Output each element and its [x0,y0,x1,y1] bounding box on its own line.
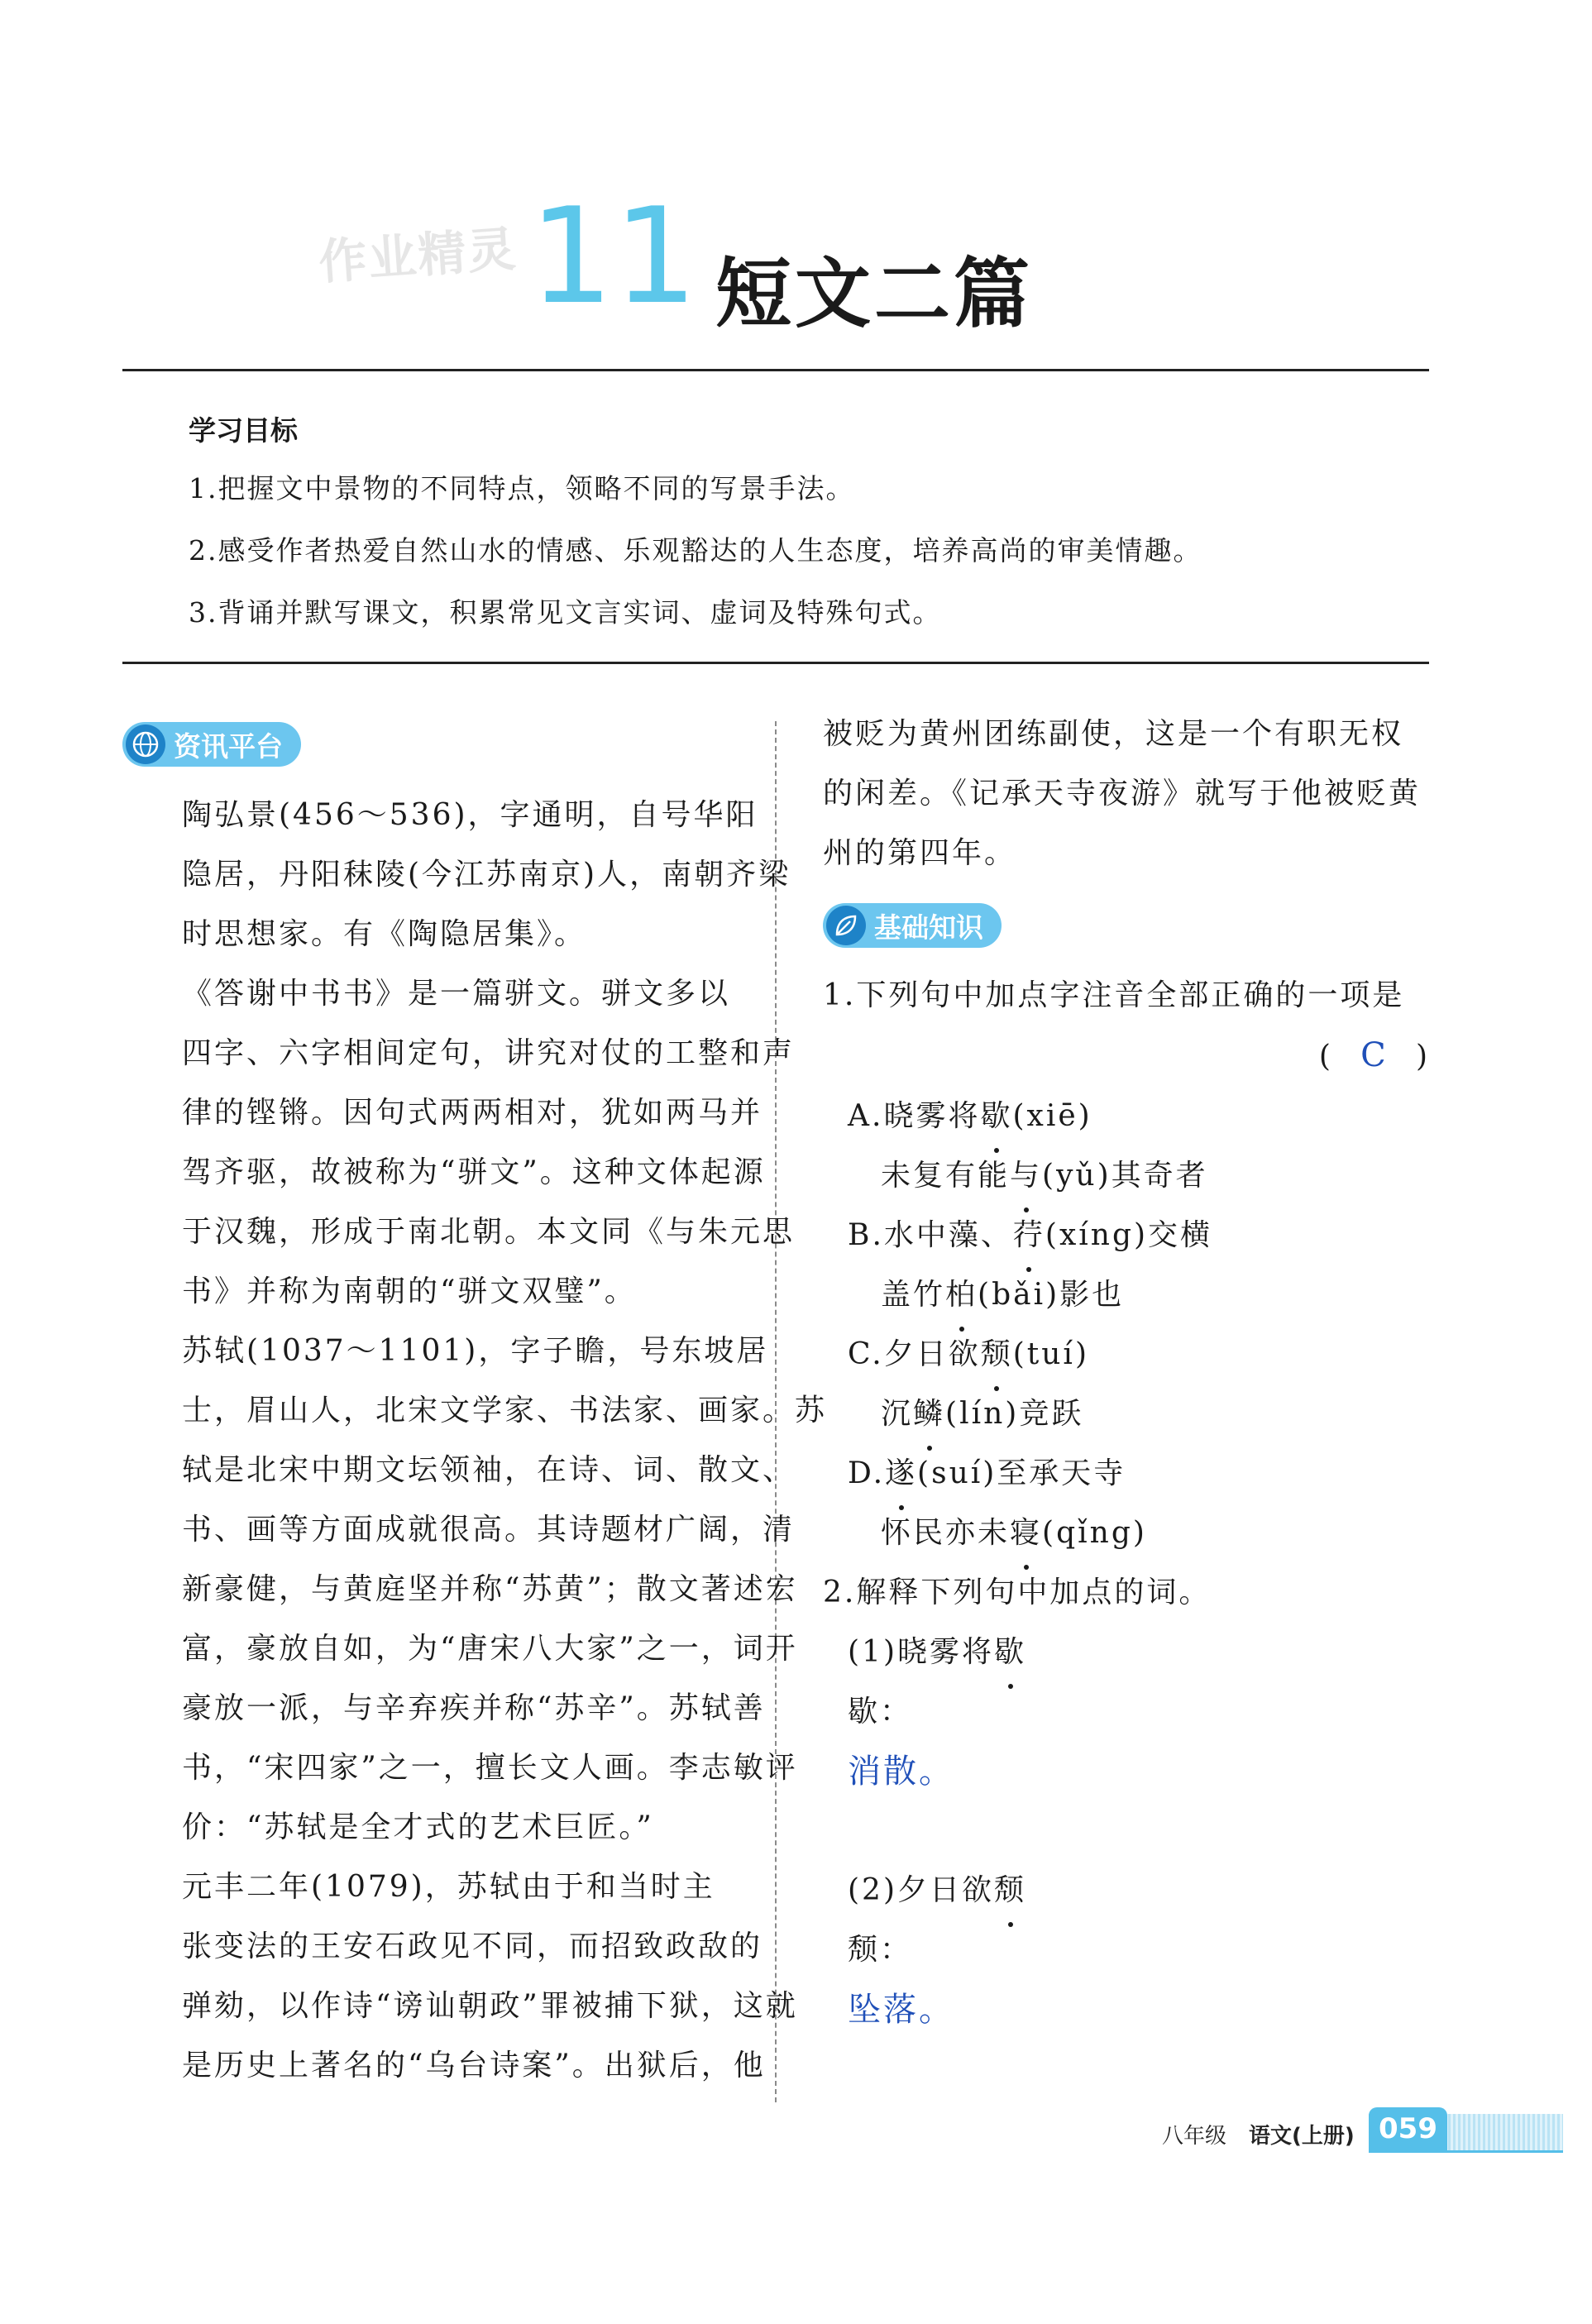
option-d-line2 [848,1504,1435,1563]
question-2-body [823,1623,1435,2039]
option-text: 未复有能 [881,1159,1011,1193]
dotted-char: 歇 [980,1087,1012,1146]
text-line: 时思想家。有《陶隐居集》。 [182,917,587,951]
text-line: 州的第四年。 [823,836,1017,870]
answer-bracket: ( C ) [823,1026,1435,1087]
option-text: 怀民亦未 [881,1516,1011,1550]
option-text: 沉 [881,1397,914,1431]
text-line: 张变法的王安石政见不同，而招致政敌的 [182,1929,763,1963]
info-paragraph [122,964,796,1322]
globe-icon [126,724,165,764]
dotted-char: 颓 [994,1861,1026,1920]
info-paragraph [122,786,791,964]
option-text: (yǔ)其奇者 [1042,1159,1208,1193]
option-text: 盖竹 [881,1278,946,1312]
answer-space [848,1801,1435,1861]
basics-badge-label: 基础知识 [874,911,983,944]
dotted-char: 柏 [945,1265,978,1325]
sub-question-text: (2)夕日欲 [848,1873,994,1907]
option-c-line2 [848,1384,1435,1444]
basics-badge [823,903,1002,948]
dotted-char: 遂 [885,1444,917,1504]
option-c [848,1325,1435,1384]
dotted-char: 与 [1010,1146,1042,1206]
info-column-text [122,786,828,2096]
option-a [848,1087,1435,1146]
text-line: 被贬为黄州团练副使，这是一个有职无权 [823,717,1404,751]
text-line: 书、画等方面成就很高。其诗题材广阔，清 [182,1513,796,1547]
text-line: 价：“苏轼是全才式的艺术巨匠。” [182,1810,654,1844]
text-line: 的闲差。《记承天寺夜游》就写于他被贬黄 [823,777,1422,811]
lesson-title: 短文二篇 [715,249,1034,338]
lesson-number: 11 [529,179,698,333]
answer-text: 坠落。 [848,1991,954,2029]
question-1 [823,966,1435,2039]
option-text: (bǎi)影也 [978,1278,1125,1312]
sub-question-1-word: 歇： [848,1695,913,1729]
answer-choice: C [1360,1036,1389,1074]
dotted-char: 歇 [994,1623,1026,1682]
text-line: 士，眉山人，北宋文学家、书法家、画家。苏 [182,1394,828,1427]
info-badge-label: 资讯平台 [174,729,283,763]
text-line: 元丰二年(1079)，苏轼由于和当时主 [182,1870,715,1904]
footer-grade: 八年级 [1162,2124,1227,2149]
text-line: 书，“宋四家”之一，擅长文人画。李志敏评 [182,1751,798,1785]
option-text: (qǐng) [1042,1516,1147,1550]
info-paragraph [122,1322,828,1858]
page-number: 059 [1369,2107,1447,2150]
sub-question-2-word: 颓： [848,1933,913,1967]
text-line: 隐居，丹阳秣陵(今江苏南京)人，南朝齐梁 [182,858,791,892]
text-line: 《答谢中书书》是一篇骈文。骈文多以 [182,977,731,1011]
text-line: 书》并称为南朝的“骈文双璧”。 [182,1274,637,1308]
option-text: (lín)竞跃 [945,1397,1084,1431]
question-2-stem: 2.解释下列句中加点的词。 [823,1576,1212,1609]
option-b-line2 [848,1265,1435,1325]
text-line: 苏轼(1037～1101)，字子瞻，号东坡居 [182,1334,769,1368]
objectives-rule [122,662,1429,664]
option-d [848,1444,1435,1504]
text-line: 豪放一派，与辛弃疾并称“苏辛”。苏轼善 [182,1691,766,1725]
option-text: (suí)至承天寺 [917,1456,1126,1490]
text-line: 律的铿锵。因句式两两相对，犹如两马并 [182,1096,763,1130]
sub-question-2 [848,1861,1435,1920]
question-stem: 1.下列句中加点字注音全部正确的一项是 [823,978,1405,1012]
text-line: 富，豪放自如，为“唐宋八大家”之一，词开 [182,1632,798,1666]
text-line: 驾齐驱，故被称为“骈文”。这种文体起源 [182,1155,766,1189]
dotted-char: 鳞 [913,1384,945,1444]
option-text: (xiē) [1012,1099,1092,1133]
watermark: 作业精灵 [317,220,519,291]
text-line: 弹劾，以作诗“谤讪朝政”罪被捕下狱，这就 [182,1989,798,2023]
objectives-heading: 学习目标 [189,414,298,447]
objective-item: 1.把握文中景物的不同特点，领略不同的写景手法。 [189,472,855,504]
leaf-icon [826,906,866,945]
text-line: 陶弘景(456～536)，字通明，自号华阳 [182,798,758,832]
option-text: A.晓雾将 [848,1099,981,1133]
text-line: 于汉魏，形成于南北朝。本文同《与朱元思 [182,1215,796,1249]
option-text: (xíng)交横 [1045,1218,1213,1252]
dotted-char: 寝 [1010,1504,1042,1563]
dotted-char: 荇 [1013,1206,1045,1265]
sub-question-text: (1)晓雾将 [848,1635,994,1669]
answer-text: 消散。 [848,1753,954,1791]
footer-subject: 语文(上册) [1249,2124,1355,2149]
objective-item: 2.感受作者热爱自然山水的情感、乐观豁达的人生态度，培养高尚的审美情趣。 [189,534,1202,567]
option-a-line2 [848,1146,1435,1206]
option-text: C.夕日欲 [848,1337,981,1371]
header-rule [122,369,1429,371]
objective-item: 3.背诵并默写课文，积累常见文言实词、虚词及特殊句式。 [189,596,942,629]
text-line: 四字、六字相间定句，讲究对仗的工整和声 [182,1036,796,1070]
option-text: (tuí) [1012,1337,1089,1371]
dotted-char: 颓 [981,1325,1013,1384]
sub-question-1 [848,1623,1435,1682]
info-paragraph [122,1858,798,2096]
option-list [823,1087,1435,1563]
option-b [848,1206,1435,1265]
info-badge [122,722,301,767]
footer-rule [1369,2150,1563,2153]
text-line: 轼是北宋中期文坛领袖，在诗、词、散文、 [182,1453,796,1487]
text-line: 是历史上著名的“乌台诗案”。出狱后，他 [182,2049,766,2083]
option-text: B.水中藻、 [848,1218,1013,1252]
info-continued [823,705,1435,883]
option-text: D. [848,1456,886,1490]
text-line: 新豪健，与黄庭坚并称“苏黄”；散文著述宏 [182,1572,798,1606]
